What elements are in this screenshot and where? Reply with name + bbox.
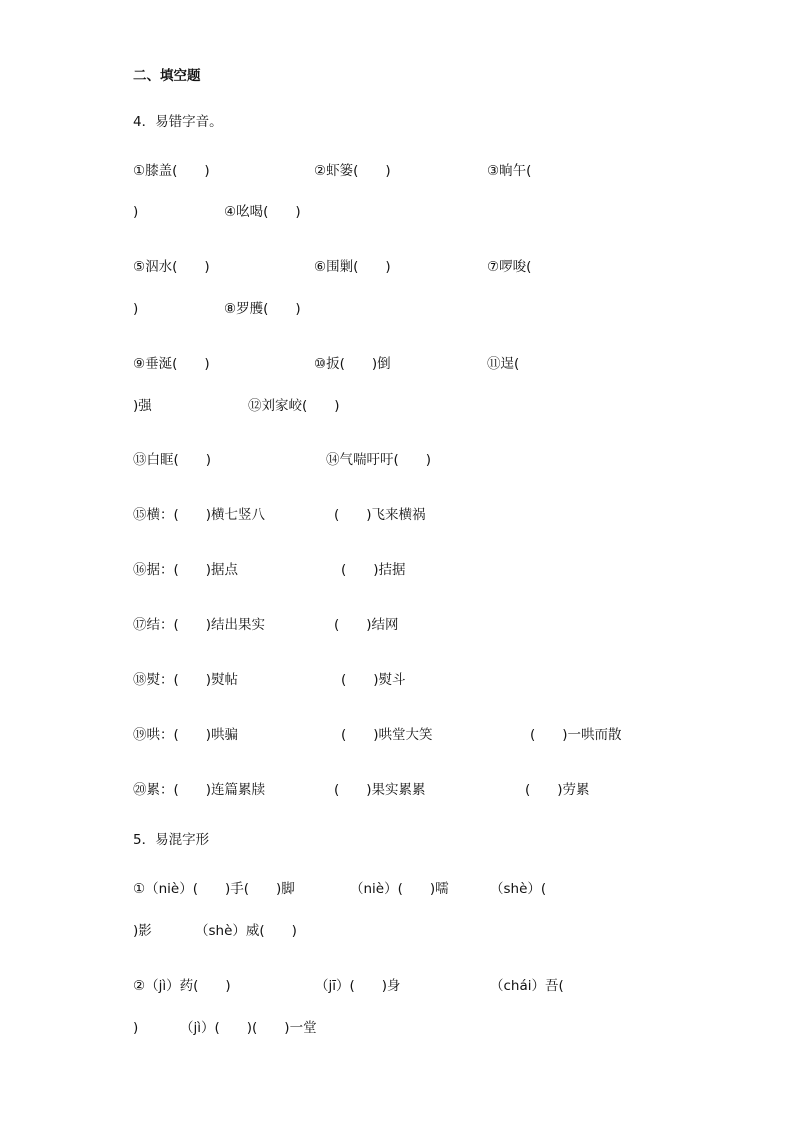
q4-row-3-col-3: ⑦啰唆( (487, 259, 532, 275)
q4-row-9-col-2: ( )拮据 (341, 562, 406, 578)
q4-row-5-col-1: ⑨垂涎( ) (133, 356, 210, 372)
q4-row-7-col-1: ⑬白眶( ) (133, 452, 212, 468)
q5-row-4-col-2: （jì）( )( )一堂 (180, 1020, 317, 1036)
q5-row-4-col-1: ) (133, 1020, 139, 1036)
q4-row-12-col-3: ( )一哄而散 (530, 727, 622, 743)
question-5-title: 5．易混字形 (133, 832, 210, 848)
q4-row-10-col-1: ⑰结：( )结出果实 (133, 617, 266, 633)
q5-row-1-col-2: （niè）( )嚅 (350, 881, 449, 897)
q4-row-1-col-1: ①膝盖( ) (133, 163, 210, 179)
q4-row-5-col-2: ⑩扳( )倒 (314, 356, 391, 372)
q5-row-1-col-1: ①（niè）( )手( )脚 (133, 881, 295, 897)
q5-row-2-col-2: （shè）威( ) (195, 923, 297, 939)
q4-row-7-col-2: ⑭气喘吁吁( ) (326, 452, 432, 468)
q5-row-2-col-1: )影 (133, 923, 152, 939)
q4-row-2-col-1: ) (133, 204, 139, 220)
q4-row-6-col-1: )强 (133, 398, 152, 414)
q4-row-4-col-1: ) (133, 301, 139, 317)
q4-row-3-col-2: ⑥围剿( ) (314, 259, 391, 275)
q5-row-3-col-2: （jī）( )身 (315, 978, 401, 994)
q4-row-13-col-1: ⑳累：( )连篇累牍 (133, 782, 266, 798)
q4-row-8-col-1: ⑮横：( )横七竖八 (133, 507, 266, 523)
q4-row-13-col-3: ( )劳累 (525, 782, 590, 798)
q4-row-12-col-1: ⑲哄：( )哄骗 (133, 727, 239, 743)
q4-row-10-col-2: ( )结网 (334, 617, 399, 633)
q4-row-5-col-3: ⑪逞( (487, 356, 520, 372)
q4-row-3-col-1: ⑤泅水( ) (133, 259, 210, 275)
q4-row-12-col-2: ( )哄堂大笑 (341, 727, 433, 743)
q4-row-13-col-2: ( )果实累累 (334, 782, 426, 798)
question-4-title: 4．易错字音。 (133, 114, 223, 130)
q4-row-8-col-2: ( )飞来横祸 (334, 507, 426, 523)
q4-row-11-col-1: ⑱熨：( )熨帖 (133, 672, 239, 688)
section-title: 二、填空题 (133, 68, 201, 84)
q4-row-2-col-2: ④吆喝( ) (224, 204, 301, 220)
q4-row-4-col-2: ⑧罗雘( ) (224, 301, 301, 317)
q4-row-1-col-2: ②虾篓( ) (314, 163, 391, 179)
q5-row-3-col-1: ②（jì）药( ) (133, 978, 231, 994)
q5-row-3-col-3: （chái）吾( (490, 978, 564, 994)
q4-row-6-col-2: ⑫刘家峧( ) (248, 398, 340, 414)
q4-row-1-col-3: ③晌午( (487, 163, 532, 179)
q5-row-1-col-3: （shè）( (490, 881, 547, 897)
q4-row-11-col-2: ( )熨斗 (341, 672, 406, 688)
q4-row-9-col-1: ⑯据：( )据点 (133, 562, 239, 578)
